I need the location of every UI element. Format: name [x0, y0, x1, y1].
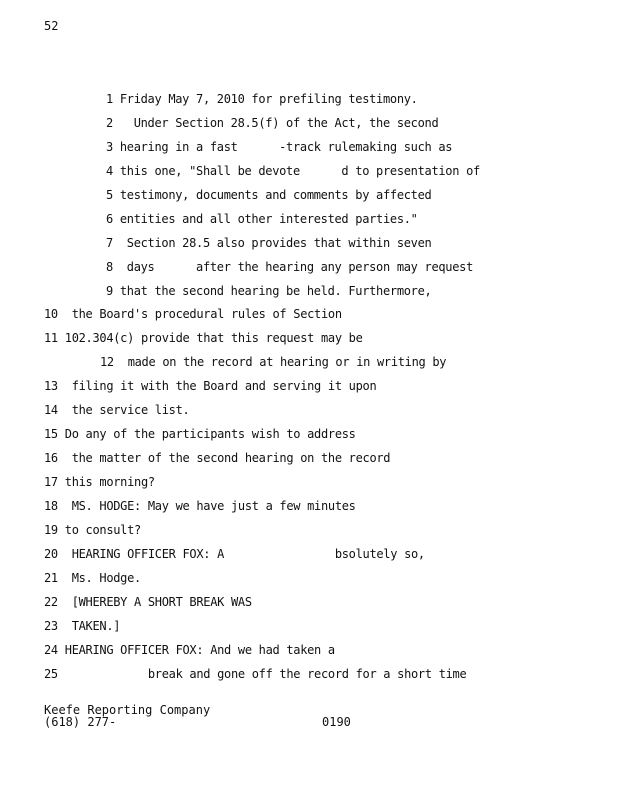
transcript-line-21: 21 Ms. Hodge.: [44, 571, 141, 585]
transcript-line-1: 1 Friday May 7, 2010 for prefiling testimony.: [106, 92, 418, 106]
page-number: 52: [44, 19, 59, 33]
transcript-line-3: 3 hearing in a fast -track rulemaking such as: [106, 140, 453, 154]
transcript-line-14: 14 the service list.: [44, 403, 190, 417]
transcript-line-18: 18 MS. HODGE: May we have just a few minutes: [44, 499, 356, 513]
transcript-line-12: 12 made on the record at hearing or in writing by: [100, 355, 447, 369]
transcript-line-6: 6 entities and all other interested parties.": [106, 212, 418, 226]
transcript-line-22: 22 [WHEREBY A SHORT BREAK WAS: [44, 595, 252, 609]
transcript-line-13: 13 filing it with the Board and serving it upon: [44, 379, 377, 393]
transcript-line-4: 4 this one, "Shall be devote d to presentation of: [106, 164, 480, 178]
footer-company: Keefe Reporting Company: [44, 703, 211, 717]
transcript-line-23: 23 TAKEN.]: [44, 619, 121, 633]
footer-phone-prefix: (618) 277-: [44, 715, 117, 729]
transcript-line-11: 11 102.304(c) provide that this request may be: [44, 331, 363, 345]
transcript-line-25: 25 break and gone off the record for a short time: [44, 667, 467, 681]
transcript-line-17: 17 this morning?: [44, 475, 155, 489]
transcript-line-24: 24 HEARING OFFICER FOX: And we had taken a: [44, 643, 335, 657]
transcript-line-8: 8 days after the hearing any person may request: [106, 260, 474, 274]
footer-phone-suffix: 0190: [322, 715, 351, 729]
transcript-line-5: 5 testimony, documents and comments by affected: [106, 188, 432, 202]
transcript-line-15: 15 Do any of the participants wish to address: [44, 427, 356, 441]
transcript-line-10: 10 the Board's procedural rules of Section: [44, 307, 342, 321]
transcript-line-7: 7 Section 28.5 also provides that within seven: [106, 236, 432, 250]
transcript-line-9: 9 that the second hearing be held. Furthermore,: [106, 284, 432, 298]
transcript-line-20: 20 HEARING OFFICER FOX: A bsolutely so,: [44, 547, 425, 561]
transcript-line-2: 2 Under Section 28.5(f) of the Act, the second: [106, 116, 439, 130]
transcript-line-16: 16 the matter of the second hearing on the record: [44, 451, 391, 465]
transcript-line-19: 19 to consult?: [44, 523, 141, 537]
